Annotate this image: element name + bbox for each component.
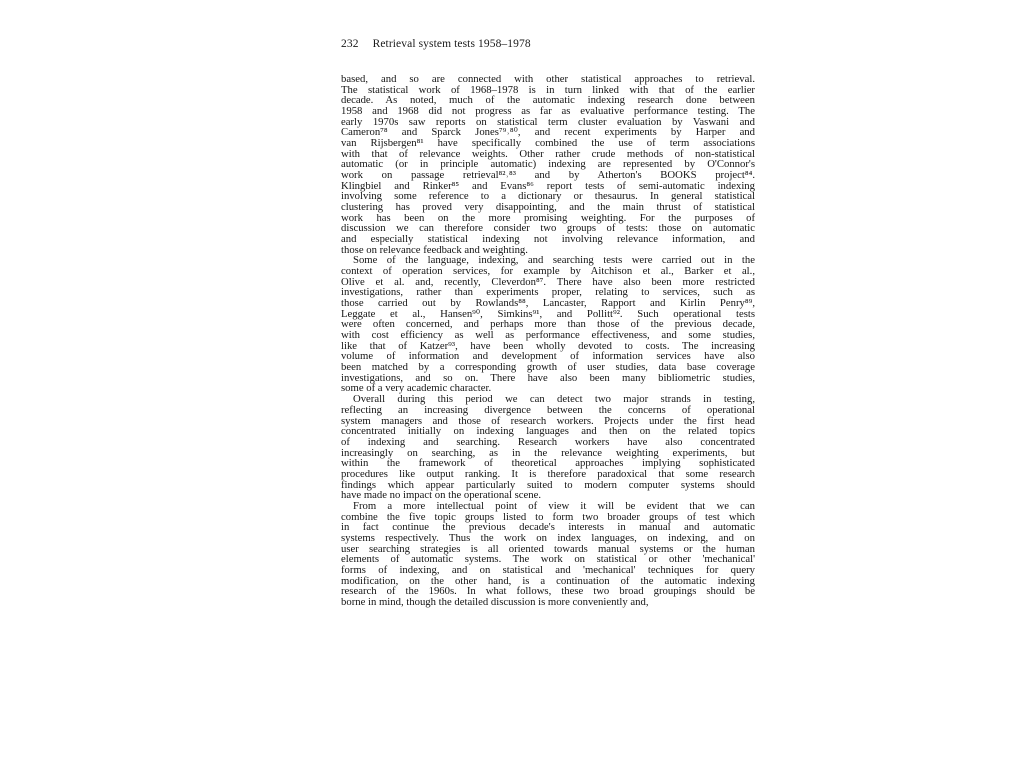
body-text — [341, 74, 755, 608]
text-line: been matched by a corresponding growth of user studies, data base coverage — [341, 361, 755, 374]
text-line: combine the five topic groups listed to form two broader groups of test which — [341, 510, 755, 523]
text-line: with cost efficiency as well as performance effectiveness, and some studies, — [341, 329, 755, 342]
text-line: 1958 and 1968 did not progress as far as evaluative performance testing. The — [341, 105, 755, 118]
text-line: automatic (or in principle automatic) indexing are represented by O'Connor's — [341, 158, 755, 171]
text-line: modification, on the other hand, is a continuation of the automatic indexing — [341, 574, 755, 587]
text-line: Leggate et al., Hansen⁹⁰, Simkins⁹¹, and Pollitt⁹². Such operational tests — [341, 307, 755, 320]
text-line: work on passage retrieval⁸²˒⁸³ and by Atherton's BOOKS project⁸⁴. — [341, 169, 755, 182]
text-line: Olive et al. and, recently, Cleverdon⁸⁷. There have also been more restricted — [341, 275, 755, 288]
text-line: forms of indexing, and on statistical and 'mechanical' techniques for query — [341, 563, 755, 576]
text-line: investigations, and so on. There have also been many bibliometric studies, — [341, 371, 755, 384]
text-line: with that of relevance weights. Other rather crude methods of non-statistical — [341, 147, 755, 160]
text-line: investigations, rather than experiments proper, relating to services, such as — [341, 286, 755, 299]
text-line: Cameron⁷⁸ and Sparck Jones⁷⁹˒⁸⁰, and recent experiments by Harper and — [341, 126, 755, 139]
paragraph — [341, 501, 755, 608]
text-line: work has been on the more promising weighting. For the purposes of — [341, 211, 755, 224]
text-line: system managers and those of research workers. Projects under the first head — [341, 414, 755, 427]
text-line: user searching strategies is all oriented towards manual systems or the human — [341, 542, 755, 555]
paragraph — [341, 74, 755, 255]
text-line: and especially statistical indexing not involving relevance information, and — [341, 233, 755, 246]
text-line: research of the 1960s. In what follows, these two broad groupings should be — [341, 585, 755, 598]
text-line: increasingly on searching, as in the relevance weighting experiments, but — [341, 446, 755, 459]
text-line: like that of Katzer⁹³, have been wholly devoted to costs. The increasing — [341, 339, 755, 352]
text-line: findings which appear particularly suited to modern computer systems should — [341, 478, 755, 491]
text-line: in fact continue the previous decade's interests in manual and automatic — [341, 521, 755, 534]
text-line: have made no impact on the operational scene. — [341, 489, 542, 502]
text-line: within the framework of theoretical approaches implying sophisticated — [341, 457, 755, 470]
text-line: early 1970s saw reports on statistical term cluster evaluation by Vaswani and — [341, 115, 755, 128]
text-line: Klingbiel and Rinker⁸⁵ and Evans⁸⁶ report tests of semi-automatic indexing — [341, 179, 755, 192]
text-line: elements of automatic systems. The work on statistical or other 'mechanical' — [341, 553, 755, 566]
text-line: based, and so are connected with other statistical approaches to retrieval. — [341, 73, 755, 85]
text-line: involving some reference to a dictionary or thesaurus. In general statistical — [341, 190, 755, 203]
text-line: were often concerned, and perhaps more than those of the previous decade, — [341, 318, 755, 331]
text-line: concentrated initially on indexing languages and then on the related topics — [341, 425, 755, 438]
text-line: clustering has proved very disappointing, and the main thrust of statistical — [341, 201, 755, 214]
text-line: some of a very academic character. — [341, 382, 492, 395]
text-line: From a more intellectual point of view it will be evident that we can — [353, 499, 755, 512]
text-line: volume of information and development of information services have also — [341, 350, 755, 363]
text-line: The statistical work of 1968–1978 is in turn linked with that of the earlier — [341, 83, 755, 96]
text-line: those on relevance feedback and weighting. — [341, 243, 528, 256]
text-line: van Rijsbergen⁸¹ have specifically combined the use of term associations — [341, 137, 755, 150]
paragraph — [341, 255, 755, 394]
text-line: decade. As noted, much of the automatic indexing research done between — [341, 94, 755, 107]
running-head — [341, 38, 531, 50]
text-line: Some of the language, indexing, and searching tests were carried out in the — [353, 254, 755, 267]
paragraph — [341, 394, 755, 501]
text-line: borne in mind, though the detailed discussion is more conveniently and, — [341, 595, 649, 608]
text-line: of indexing and searching. Research workers have also concentrated — [341, 435, 755, 448]
text-line: those carried out by Rowlands⁸⁸, Lancaster, Rapport and Kirlin Penry⁸⁹, — [341, 297, 755, 310]
text-line: systems respectively. Thus the work on index languages, on indexing, and on — [341, 531, 755, 544]
running-head-title: Retrieval system tests 1958–1978 — [372, 38, 531, 50]
text-line: discussion we can therefore consider two groups of tests: those on automatic — [341, 222, 755, 235]
text-line: context of operation services, for example by Aitchison et al., Barker et al., — [341, 265, 755, 278]
text-line: Overall during this period we can detect two major strands in testing, — [353, 393, 755, 406]
text-line: procedures like output ranking. It is therefore paradoxical that some research — [341, 467, 755, 480]
text-line: reflecting an increasing divergence between the concerns of operational — [341, 403, 755, 416]
page-number: 232 — [341, 38, 359, 50]
